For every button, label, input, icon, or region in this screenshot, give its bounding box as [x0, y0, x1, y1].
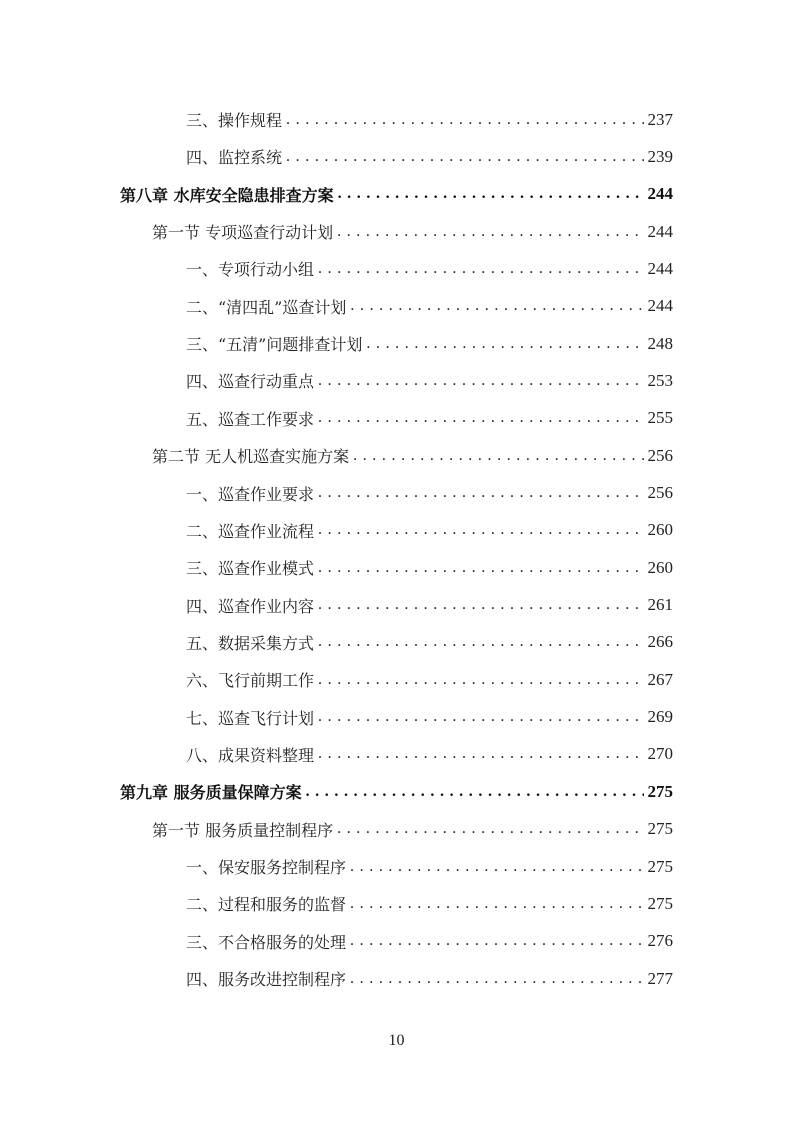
- toc-entry-title: 四、巡查作业内容: [186, 596, 315, 616]
- toc-entry-title: 五、数据采集方式: [186, 633, 315, 653]
- toc-entry-page: 255: [647, 408, 673, 428]
- dot-leader: [318, 484, 643, 502]
- dot-leader: [286, 111, 643, 129]
- toc-item-entry[interactable]: [186, 885, 673, 922]
- toc-item-entry[interactable]: [186, 362, 673, 399]
- toc-entry-title: 二、巡查作业流程: [186, 521, 315, 541]
- toc-item-entry[interactable]: [186, 288, 673, 325]
- toc-entry-title: 八、成果资料整理: [186, 745, 315, 765]
- dot-leader: [318, 409, 643, 427]
- toc-entry-page: 269: [647, 707, 673, 727]
- toc-chapter-entry[interactable]: [120, 773, 673, 810]
- toc-entry-title: 三、巡查作业模式: [186, 559, 315, 579]
- toc-entry-page: 244: [647, 184, 673, 204]
- toc-chapter-entry[interactable]: [120, 176, 673, 213]
- toc-item-entry[interactable]: [186, 960, 673, 997]
- toc-item-entry[interactable]: [186, 512, 673, 549]
- dot-leader: [318, 260, 643, 278]
- toc-entry-page: 248: [647, 333, 673, 353]
- toc-item-entry[interactable]: [186, 400, 673, 437]
- toc-entry-title: 六、飞行前期工作: [186, 671, 315, 691]
- toc-entry-page: 237: [647, 109, 673, 129]
- toc-entry-title: 三、不合格服务的处理: [186, 932, 347, 952]
- toc-item-entry[interactable]: [186, 475, 673, 512]
- dot-leader: [338, 185, 644, 203]
- toc-item-entry[interactable]: [186, 587, 673, 624]
- toc-item-entry[interactable]: [186, 736, 673, 773]
- dot-leader: [350, 895, 643, 913]
- toc-section-entry[interactable]: [152, 811, 673, 848]
- toc-item-entry[interactable]: [186, 848, 673, 885]
- toc-entry-page: 275: [647, 819, 673, 839]
- dot-leader: [350, 297, 643, 315]
- toc-entry-title: 二、过程和服务的监督: [186, 895, 347, 915]
- page-number: 10: [388, 1032, 405, 1049]
- toc-item-entry[interactable]: [186, 661, 673, 698]
- toc-entry-page: 267: [647, 669, 673, 689]
- toc-item-entry[interactable]: [186, 923, 673, 960]
- toc-entry-title: 第八章 水库安全隐患排查方案: [120, 185, 334, 205]
- toc-entry-title: 第二节 无人机巡查实施方案: [152, 447, 350, 467]
- dot-leader: [318, 372, 643, 390]
- dot-leader: [286, 148, 643, 166]
- toc-entry-page: 270: [647, 744, 673, 764]
- dot-leader: [350, 970, 643, 988]
- toc-entry-title: 三、操作规程: [186, 111, 283, 130]
- toc-entry-page: 244: [647, 296, 673, 316]
- toc-entry-page: 275: [647, 781, 673, 801]
- toc-entry-title: 一、保安服务控制程序: [186, 858, 347, 877]
- toc-entry-page: 253: [647, 370, 673, 390]
- dot-leader: [366, 335, 643, 353]
- toc-entry-title: 一、巡查作业要求: [186, 484, 315, 504]
- dot-leader: [318, 521, 643, 539]
- toc-entry-page: 275: [647, 856, 673, 876]
- toc-item-entry[interactable]: [186, 101, 673, 138]
- dot-leader: [318, 671, 643, 689]
- dot-leader: [350, 858, 643, 876]
- toc-item-entry[interactable]: [186, 549, 673, 586]
- dot-leader: [318, 708, 643, 726]
- toc-entry-page: 239: [647, 146, 673, 166]
- toc-item-entry[interactable]: [186, 699, 673, 736]
- toc-entry-title: 四、服务改进控制程序: [186, 970, 347, 990]
- toc-item-entry[interactable]: [186, 325, 673, 362]
- dot-leader: [337, 820, 643, 838]
- toc-entry-title: 四、监控系统: [186, 148, 283, 168]
- toc-entry-title: 二、“清四乱”巡查计划: [186, 297, 347, 317]
- toc-section-entry[interactable]: [152, 213, 673, 250]
- toc-entry-title: 五、巡查工作要求: [186, 409, 315, 429]
- dot-leader: [318, 559, 643, 577]
- dot-leader: [306, 783, 644, 801]
- toc-entry-title: 四、巡查行动重点: [186, 372, 315, 392]
- dot-leader: [318, 745, 643, 763]
- toc-entry-page: 276: [647, 931, 673, 951]
- toc-entry-title: 三、“五清”问题排查计划: [186, 335, 363, 355]
- toc-entry-page: 260: [647, 520, 673, 540]
- toc-entry-page: 277: [647, 968, 673, 988]
- toc-section-entry[interactable]: [152, 437, 673, 474]
- toc-entry-page: 275: [647, 893, 673, 913]
- toc-entry-page: 244: [647, 221, 673, 241]
- toc-entry-page: 244: [647, 258, 673, 278]
- toc-entry-title: 七、巡查飞行计划: [186, 708, 315, 728]
- toc-entry-page: 256: [647, 445, 673, 465]
- dot-leader: [318, 633, 643, 651]
- dot-leader: [337, 223, 643, 241]
- toc-entry-title: 第一节 服务质量控制程序: [152, 820, 334, 840]
- toc-item-entry[interactable]: [186, 250, 673, 287]
- toc-item-entry[interactable]: [186, 624, 673, 661]
- toc-entry-page: 266: [647, 632, 673, 652]
- dot-leader: [350, 932, 643, 950]
- dot-leader: [318, 596, 643, 614]
- toc-entry-page: 261: [647, 595, 673, 615]
- toc-entry-title: 第一节 专项巡查行动计划: [152, 223, 334, 243]
- toc-entry-page: 260: [647, 557, 673, 577]
- toc-entry-title: 第九章 服务质量保障方案: [120, 783, 302, 803]
- toc-item-entry[interactable]: [186, 138, 673, 175]
- toc-entry-title: 一、专项行动小组: [186, 260, 315, 280]
- toc-entry-page: 256: [647, 483, 673, 502]
- dot-leader: [353, 447, 643, 465]
